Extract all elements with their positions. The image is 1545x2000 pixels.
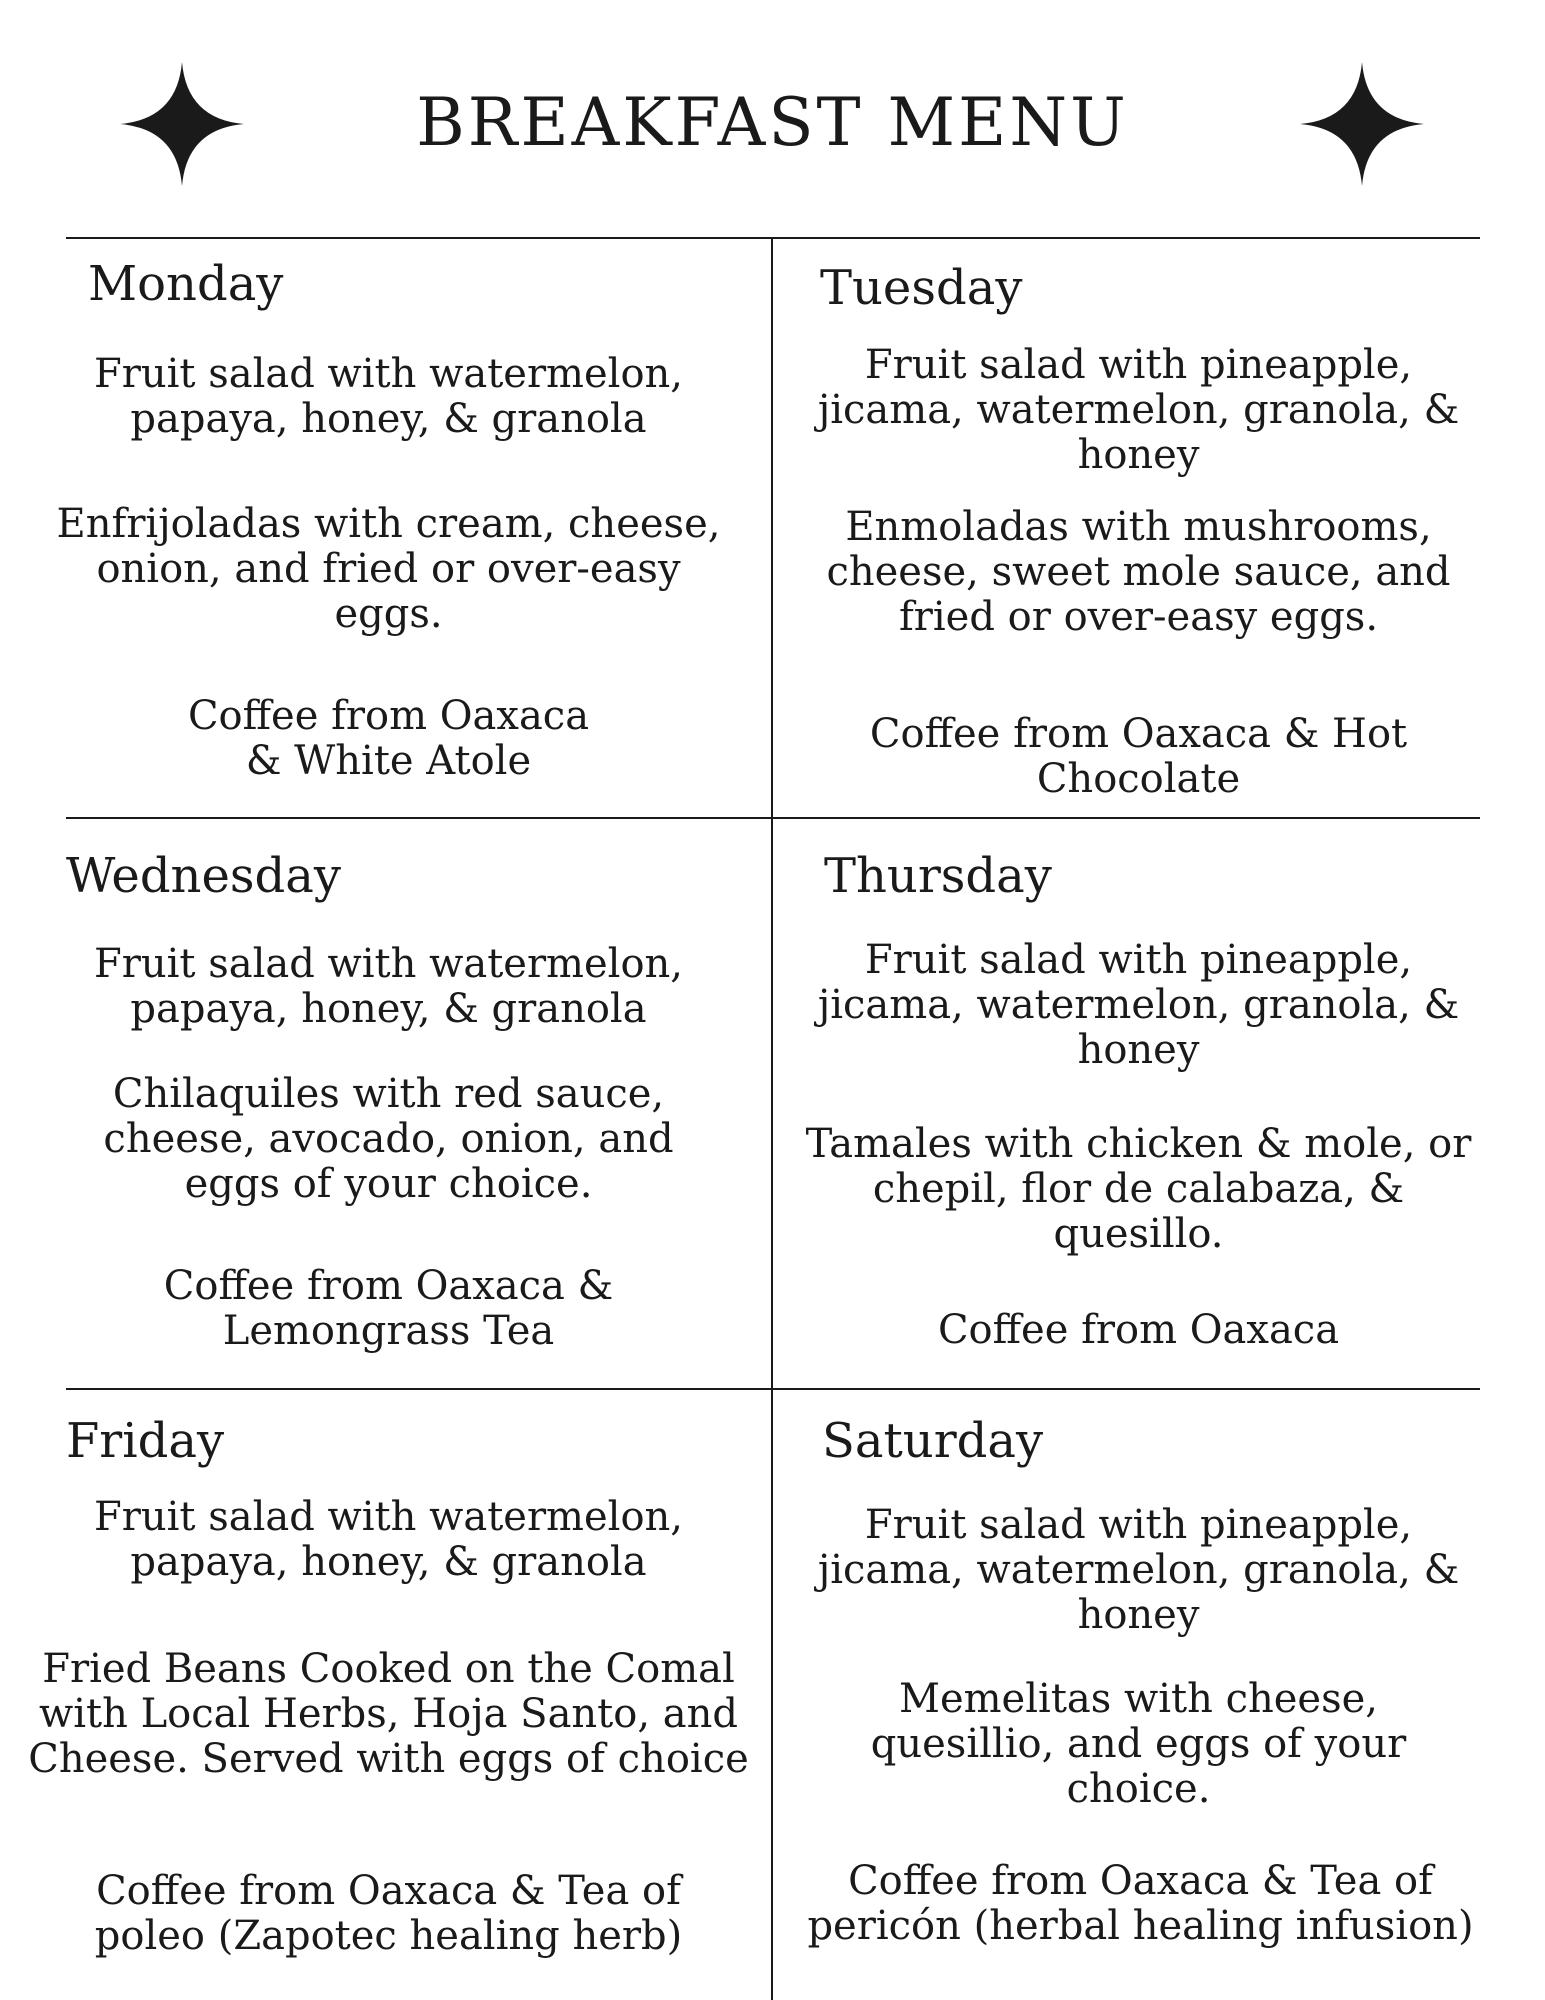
fruit-item: Fruit salad with watermelon, papaya, honey, & granola bbox=[93, 1494, 684, 1585]
fruit-item: Fruit salad with pineapple, jicama, watermelon, granola, & honey bbox=[817, 1502, 1460, 1638]
main-dish-item: Chilaquiles with red sauce, cheese, avocado, onion, and eggs of your choice. bbox=[103, 1071, 674, 1207]
day-heading: Saturday bbox=[822, 1413, 1044, 1469]
menu-title: BREAKFAST MENU bbox=[416, 84, 1129, 161]
main-dish-item: Tamales with chicken & mole, or chepil, flor de calabaza, & quesillo. bbox=[805, 1121, 1472, 1257]
fruit-item: Fruit salad with watermelon, papaya, honey, & granola bbox=[93, 941, 684, 1032]
day-heading: Tuesday bbox=[820, 260, 1023, 316]
divider-row-1 bbox=[66, 817, 1480, 819]
four-point-star-icon bbox=[1300, 62, 1424, 186]
divider-column bbox=[771, 238, 773, 2000]
drink-item: Coffee from Oaxaca & Tea of poleo (Zapotec healing herb) bbox=[94, 1868, 683, 1959]
drink-item: Coffee from Oaxaca & White Atole bbox=[187, 693, 590, 784]
drink-item: Coffee from Oaxaca & Hot Chocolate bbox=[869, 711, 1408, 802]
main-dish-item: Memelitas with cheese, quesillio, and eggs of your choice. bbox=[870, 1676, 1407, 1812]
day-heading: Thursday bbox=[824, 848, 1052, 904]
main-dish-item: Fried Beans Cooked on the Comal with Local Herbs, Hoja Santo, and Cheese. Served with eggs of choice bbox=[28, 1646, 749, 1782]
fruit-item: Fruit salad with pineapple, jicama, watermelon, granola, & honey bbox=[817, 342, 1460, 478]
divider-top bbox=[66, 237, 1480, 239]
main-dish-item: Enmoladas with mushrooms, cheese, sweet mole sauce, and fried or over-easy eggs. bbox=[826, 504, 1451, 640]
drink-item: Coffee from Oaxaca bbox=[937, 1307, 1340, 1353]
day-heading: Monday bbox=[88, 256, 284, 312]
drink-item: Coffee from Oaxaca & Lemongrass Tea bbox=[163, 1263, 614, 1354]
fruit-item: Fruit salad with pineapple, jicama, watermelon, granola, & honey bbox=[817, 937, 1460, 1073]
day-heading: Friday bbox=[66, 1413, 225, 1469]
main-dish-item: Enfrijoladas with cream, cheese, onion, and fried or over-easy eggs. bbox=[56, 501, 721, 637]
drink-item: Coffee from Oaxaca & Tea of pericón (herbal healing infusion) bbox=[807, 1858, 1474, 1949]
fruit-item: Fruit salad with watermelon, papaya, honey, & granola bbox=[93, 351, 684, 442]
divider-row-2 bbox=[66, 1388, 1480, 1390]
day-heading: Wednesday bbox=[66, 848, 341, 904]
